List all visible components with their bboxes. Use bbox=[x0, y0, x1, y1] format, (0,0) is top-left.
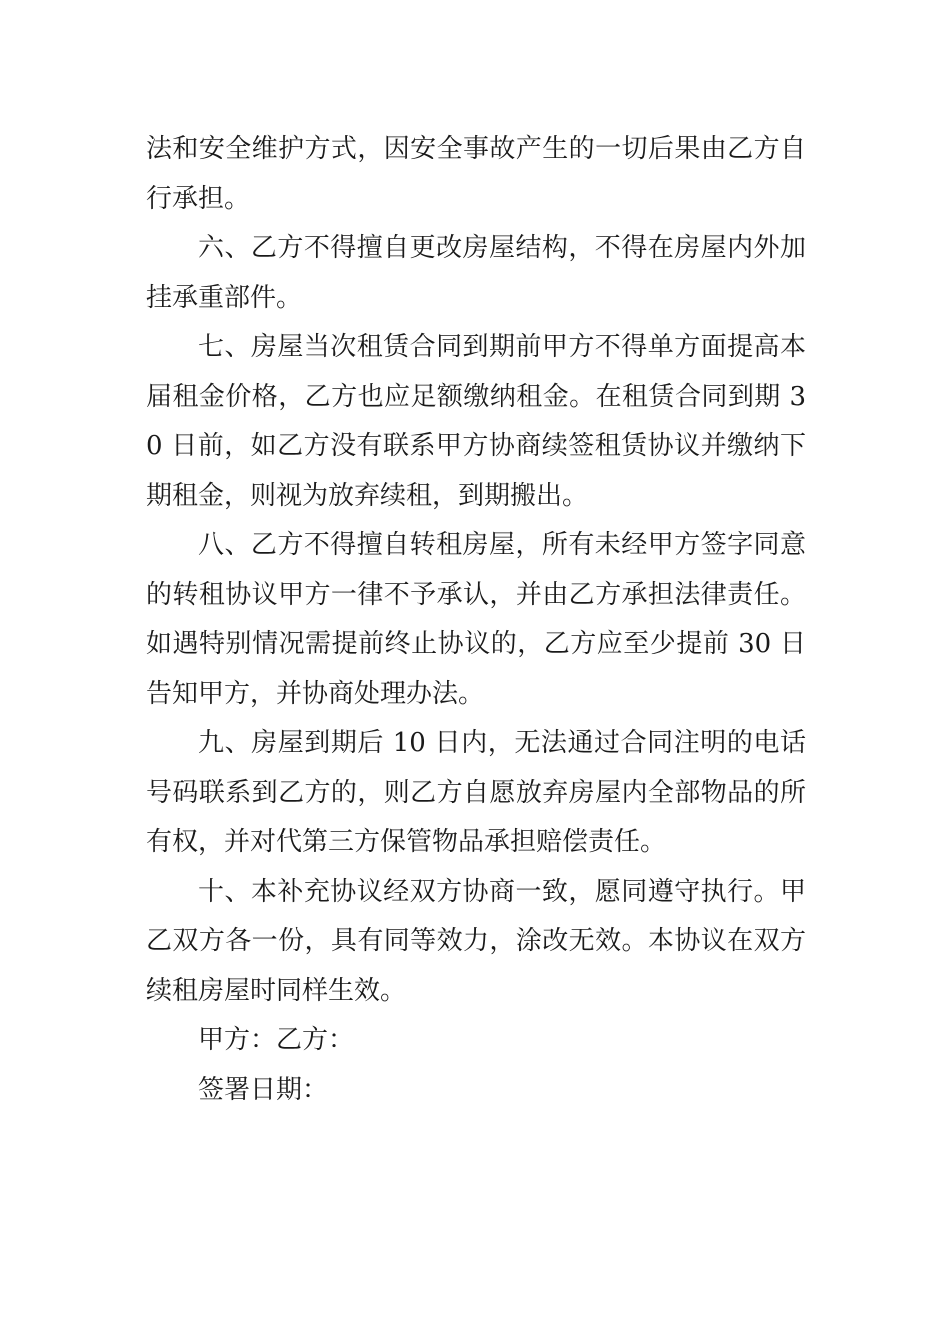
clause-9: 九、房屋到期后 10 日内，无法通过合同注明的电话号码联系到乙方的，则乙方自愿放弃房屋内全部物品的所有权，并对代第三方保管物品承担赔偿责任。 bbox=[146, 728, 806, 857]
document-body bbox=[146, 125, 806, 1115]
paragraph-continuation-5: 法和安全维护方式，因安全事故产生的一切后果由乙方自行承担。 bbox=[146, 134, 806, 214]
clause-6: 六、乙方不得擅自更改房屋结构，不得在房屋内外加挂承重部件。 bbox=[146, 233, 806, 313]
clause-7: 七、房屋当次租赁合同到期前甲方不得单方面提高本届租金价格，乙方也应足额缴纳租金。在租赁合同到期 30 日前，如乙方没有联系甲方协商续签租赁协议并缴纳下期租金，则视为放弃续租，到期搬出。 bbox=[146, 332, 806, 511]
signing-date: 签署日期： bbox=[198, 1074, 329, 1105]
clause-10: 十、本补充协议经双方协商一致，愿同遵守执行。甲乙双方各一份，具有同等效力，涂改无效。本协议在双方续租房屋时同样生效。 bbox=[146, 876, 806, 1006]
clause-8: 八、乙方不得擅自转租房屋，所有未经甲方签字同意的转租协议甲方一律不予承认，并由乙方承担法律责任。如遇特别情况需提前终止协议的，乙方应至少提前 30 日告知甲方，并协商处理办法。 bbox=[146, 530, 806, 709]
signature-parties: 甲方：乙方： bbox=[198, 1025, 355, 1055]
